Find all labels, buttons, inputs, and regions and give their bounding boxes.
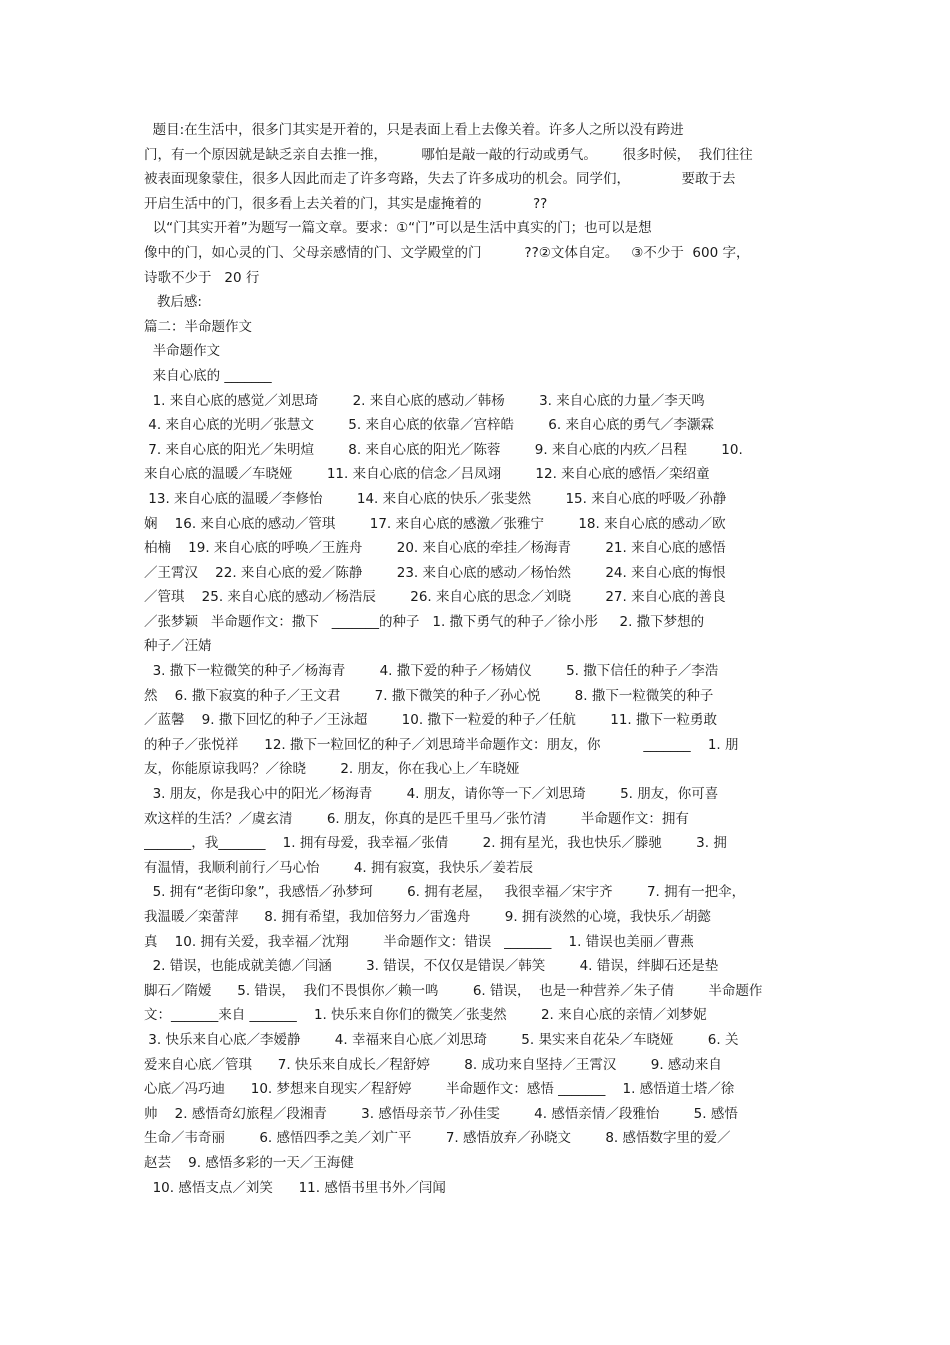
text-line: 3. 撒下一粒微笑的种子／杨海青 4. 撒下爱的种子／杨婧仪 5. 撒下信任的种子／李浩 [144, 663, 719, 680]
text-line: 来自心底的 _______ [144, 367, 272, 384]
text-line: 题目:在生活中，很多门其实是开着的，只是表面上看上去像关着。许多人之所以没有跨进 [144, 122, 684, 138]
text-line: 门，有一个原因就是缺乏亲自去推一推， 哪怕是敲一敲的行动或勇气。 很多时候， 我们往往 [144, 146, 753, 163]
text-line: 然 6. 撒下寂寞的种子／王文君 7. 撒下微笑的种子／孙心悦 8. 撒下一粒微笑的种子 [144, 687, 714, 704]
text-line: 7. 来自心底的阳光／朱明煊 8. 来自心底的阳光／陈蓉 9. 来自心底的内疚／吕程 10. [144, 441, 743, 458]
text-line: 3. 快乐来自心底／李嫒静 4. 幸福来自心底／刘思琦 5. 果实来自花朵／车晓娅 6. 关 [144, 1031, 739, 1048]
text-line: 帅 2. 感悟奇幻旅程／段湘青 3. 感悟母亲节／孙佳雯 4. 感悟亲情／段雅怡 5. 感悟 [144, 1105, 738, 1122]
text-line: 赵芸 9. 感悟多彩的一天／王海健 [144, 1154, 354, 1171]
text-line: 文：_______来自 _______ 1. 快乐来自你们的微笑／张斐然 2. 来自心底的亲情／刘梦妮 [144, 1007, 707, 1024]
text-line: 有温情，我顺利前行／马心怡 4. 拥有寂寞，我快乐／姜若辰 [144, 859, 534, 876]
section-heading: 篇二：半命题作文 [144, 318, 252, 335]
text-line: ／张梦颖 半命题作文：撒下 _______的种子 1. 撒下勇气的种子／徐小彤 2. 撒下梦想的 [144, 613, 705, 630]
text-line: 10. 感悟支点／刘笑 11. 感悟书里书外／闫闻 [144, 1179, 446, 1196]
text-line: 像中的门，如心灵的门、父母亲感情的门、文学殿堂的门 ??②文体自定。 ③不少于 600 字， [144, 244, 750, 261]
text-line: 友，你能原谅我吗？／徐晓 2. 朋友，你在我心上／车晓娅 [144, 761, 520, 778]
text-line: 1. 来自心底的感觉／刘思琦 2. 来自心底的感动／韩杨 3. 来自心底的力量／李天鸣 [144, 392, 705, 409]
text-line: 的种子／张悦祥 12. 撒下一粒回忆的种子／刘思琦半命题作文：朋友，你 _______ 1. 朋 [144, 736, 739, 753]
text-line: 以“门其实开着”为题写一篇文章。要求：①“门”可以是生活中真实的门；也可以是想 [144, 220, 652, 237]
text-line: 5. 拥有“老街印象”，我感悟／孙梦珂 6. 拥有老屋， 我很幸福／宋宇齐 7. 拥有一把伞， [144, 884, 746, 901]
text-line: 娴 16. 来自心底的感动／管琪 17. 来自心底的感激／张雅宁 18. 来自心底的感动／欧 [144, 515, 726, 532]
text-line: _______，我_______ 1. 拥有母爱，我幸福／张倩 2. 拥有星光，我也快乐／滕驰 3. 拥 [144, 835, 727, 852]
text-line: ／管琪 25. 来自心底的感动／杨浩辰 26. 来自心底的思念／刘晓 27. 来自心底的善良 [144, 589, 726, 606]
text-line: 脚石／隋嫒 5. 错误， 我们不畏惧你／赖一鸣 6. 错误， 也是一种营养／朱子倩 半命题作 [144, 982, 763, 999]
text-line: 教后感: [144, 294, 202, 311]
text-line: 我温暖／栾蕾萍 8. 拥有希望，我加倍努力／雷逸舟 9. 拥有淡然的心境，我快乐／胡懿 [144, 909, 711, 925]
text-line: 来自心底的温暖／车晓娅 11. 来自心底的信念／吕凤翊 12. 来自心底的感悟／栾绍童 [144, 466, 710, 483]
text-line: ／蓝馨 9. 撒下回忆的种子／王泳超 10. 撒下一粒爱的种子／任航 11. 撒下一粒勇敢 [144, 712, 718, 729]
document-body [144, 118, 810, 1200]
text-line: 欢这样的生活？／虞玄清 6. 朋友，你真的是匹千里马／张竹清 半命题作文：拥有 [144, 810, 689, 827]
text-line: 2. 错误，也能成就美德／闫涵 3. 错误，不仅仅是错误／韩笑 4. 错误，绊脚石还是垫 [144, 958, 719, 975]
text-line: 半命题作文 [144, 343, 221, 360]
text-line: 生命／韦奇丽 6. 感悟四季之美／刘广平 7. 感悟放弃／孙晓文 8. 感悟数字里的爱／ [144, 1130, 731, 1147]
text-line: 心底／冯巧迪 10. 梦想来自现实／程舒婷 半命题作文：感悟 _______ 1. 感悟道士塔／徐 [144, 1081, 735, 1098]
text-line: ／王霄汉 22. 来自心底的爱／陈静 23. 来自心底的感动／杨怡然 24. 来自心底的悔恨 [144, 564, 726, 581]
text-line: 3. 朋友，你是我心中的阳光／杨海青 4. 朋友，请你等一下／刘思琦 5. 朋友，你可喜 [144, 786, 719, 803]
text-line: 柏楠 19. 来自心底的呼唤／王旌舟 20. 来自心底的牵挂／杨海青 21. 来自心底的感悟 [144, 540, 726, 557]
text-line: 被表面现象蒙住，很多人因此而走了许多弯路，失去了许多成功的机会。同学们， 要敢于去 [144, 171, 736, 188]
text-line: 爱来自心底／管琪 7. 快乐来自成长／程舒婷 8. 成功来自坚持／王霄汉 9. 感动来自 [144, 1056, 722, 1073]
text-line: 开启生活中的门，很多看上去关着的门，其实是虚掩着的 ?? [144, 195, 548, 212]
text-line: 4. 来自心底的光明／张慧文 5. 来自心底的依靠／宫梓皓 6. 来自心底的勇气／李灏霖 [144, 417, 714, 434]
text-line: 诗歌不少于 20 行 [144, 269, 260, 286]
text-line: 种子／汪婧 [144, 638, 212, 655]
text-line: 真 10. 拥有关爱，我幸福／沈翔 半命题作文：错误 _______ 1. 错误也美丽／曹燕 [144, 933, 694, 950]
text-line: 13. 来自心底的温暖／李修怡 14. 来自心底的快乐／张斐然 15. 来自心底的呼吸／孙静 [144, 490, 727, 507]
